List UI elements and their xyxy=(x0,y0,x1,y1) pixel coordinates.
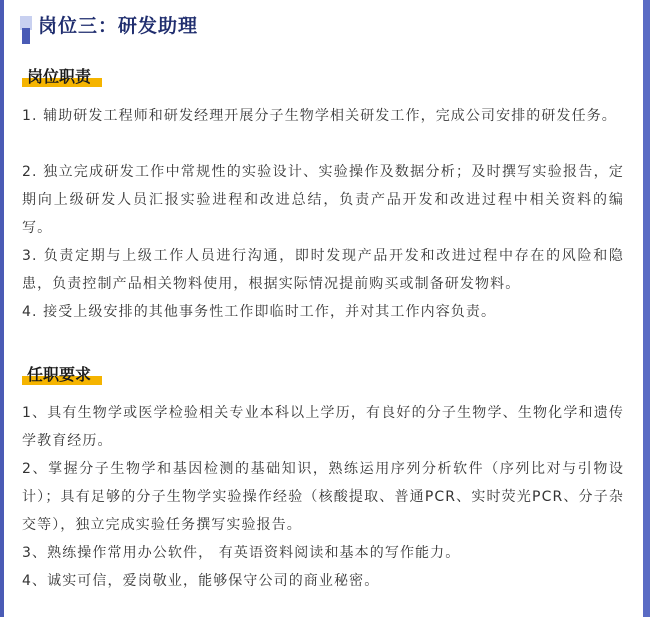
title-marker-icon xyxy=(20,16,32,44)
requirements-heading-label: 任职要求 xyxy=(27,365,92,384)
page-title: 岗位三：研发助理 xyxy=(38,15,199,37)
right-frame-border xyxy=(643,0,650,617)
requirement-item-2: 2、掌握分子生物学和基因检测的基础知识，熟练运用序列分析软件（序列比对与引物设计）；具有足够的分子生物学实验操作经验（核酸提取、普通PCR、实时荧光PCR、分子杂交等），独立完成实验任务撰写实验报告。 xyxy=(22,461,624,533)
requirement-item-3: 3、熟练操作常用办公软件， 有英语资料阅读和基本的写作能力。 xyxy=(22,545,461,561)
duty-item-1: 1. 辅助研发工程师和研发经理开展分子生物学相关研发工作，完成公司安排的研发任务。 xyxy=(22,108,617,124)
requirement-item-1: 1、具有生物学或医学检验相关专业本科以上学历，有良好的分子生物学、生物化学和遗传学教育经历。 xyxy=(22,405,624,449)
duty-item-2: 2. 独立完成研发工作中常规性的实验设计、实验操作及数据分析；及时撰写实验报告，定期向上级研发人员汇报实验进程和改进总结，负责产品开发和改进过程中相关资料的编写。 xyxy=(22,164,624,236)
duty-item-3: 3. 负责定期与上级工作人员进行沟通，即时发现产品开发和改进过程中存在的风险和隐患，负责控制产品相关物料使用，根据实际情况提前购买或制备研发物料。 xyxy=(22,248,624,292)
duty-item-4: 4. 接受上级安排的其他事务性工作即临时工作，并对其工作内容负责。 xyxy=(22,304,497,320)
duties-heading-label: 岗位职责 xyxy=(27,67,92,86)
left-frame-border xyxy=(0,0,4,617)
requirement-item-4: 4、诚实可信，爱岗敬业，能够保守公司的商业秘密。 xyxy=(22,573,380,589)
